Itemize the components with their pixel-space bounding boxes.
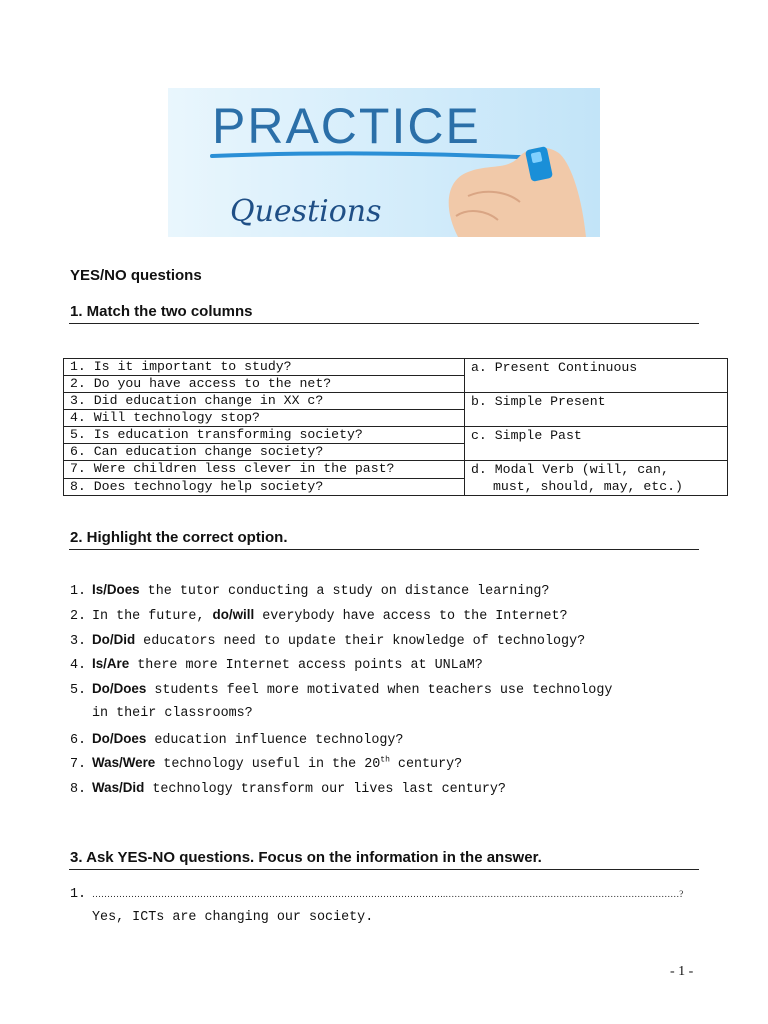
answer-text: Simple Present [494,394,606,409]
option-item: 8. Was/Did technology transform our lives last century? [70,780,506,797]
page-number: - 1 - [670,964,694,979]
answer-cell [465,427,728,461]
table-row [64,359,728,376]
answer-text: Simple Past [494,428,582,443]
option-choice: Was/Did [92,780,145,795]
section1-heading: 1. Match the two columns [70,303,253,320]
banner-subtitle: Questions [230,194,382,229]
section3-rule [69,869,699,870]
section1-rule [69,323,699,324]
hand-marker-icon [449,146,586,237]
question-cell: 6. Can education change society? [64,444,465,461]
answer-text: Present Continuous [494,360,638,375]
option-choice: Do/Did [92,632,136,647]
table-row [64,461,728,479]
option-choice: Do/Does [92,681,147,696]
practice-questions-banner [168,88,600,237]
question-cell: 4. Will technology stop? [64,410,465,427]
option-choice: do/will [212,607,255,622]
answer-letter: a. [471,360,487,375]
question-cell: 7. Were children less clever in the past? [64,461,465,479]
banner-title: PRACTICE [212,98,481,154]
banner-graphic [168,88,600,237]
option-choice: Was/Were [92,755,156,770]
question-cell: 1. Is it important to study? [64,359,465,376]
match-table [63,358,728,496]
blank-dots: ……………………………………………………………………………………………………….……………………………………………………………………? [92,889,684,899]
question-cell: 8. Does technology help society? [64,478,465,496]
option-choice: Do/Does [92,731,147,746]
question-cell: 5. Is education transforming society? [64,427,465,444]
option-item: 6. Do/Does education influence technology? [70,731,404,748]
table-row [64,427,728,444]
answer-blank-line[interactable]: 1. ……………………………………………………………………………………………………….……………………………………………………………………? [70,887,684,902]
table-row [64,393,728,410]
answer-letter: b. [471,394,487,409]
section3-heading: 3. Ask YES-NO questions. Focus on the information in the answer. [70,849,542,866]
yesno-heading: YES/NO questions [70,267,202,284]
option-item: 1. Is/Does the tutor conducting a study on distance learning? [70,582,550,599]
option-item: 3. Do/Did educators need to update their knowledge of technology? [70,632,586,649]
question-cell: 2. Do you have access to the net? [64,376,465,393]
option-item: 7. Was/Were technology useful in the 20th century? [70,755,463,772]
answer-cell [465,461,728,496]
answer-text: Modal Verb (will, can, [494,462,669,477]
option-item: 4. Is/Are there more Internet access points at UNLaM? [70,656,483,673]
answer-letter: d. [471,462,487,477]
option-item-continued: in their classrooms? [92,706,253,721]
answer-letter: c. [471,428,487,443]
answer-cell [465,393,728,427]
answer-cell [465,359,728,393]
option-item: 5. Do/Does students feel more motivated when teachers use technology [70,681,613,698]
given-answer: Yes, ICTs are changing our society. [92,910,374,925]
option-choice: Is/Are [92,656,130,671]
option-choice: Is/Does [92,582,140,597]
question-cell: 3. Did education change in XX c? [64,393,465,410]
answer-text-continued: must, should, may, etc.) [493,479,683,494]
section2-rule [69,549,699,550]
section2-heading: 2. Highlight the correct option. [70,529,288,546]
option-item: 2. In the future, do/will everybody have access to the Internet? [70,607,568,624]
